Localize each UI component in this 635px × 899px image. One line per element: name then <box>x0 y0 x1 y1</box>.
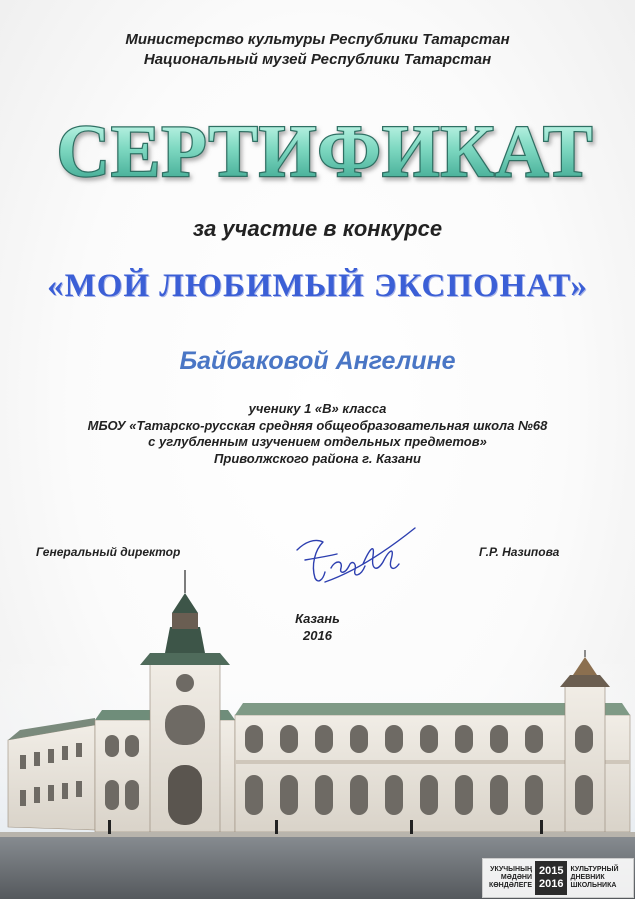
ministry-heading: Министерство культуры Республики Татарстан <box>125 31 510 48</box>
recipient-name: Байбаковой Ангелине <box>179 347 456 375</box>
badge-russian-text <box>567 866 621 890</box>
recipient-grade: ученику 1 «В» класса <box>248 401 387 416</box>
badge-right-line-2: ДНЕВНИК <box>570 874 605 881</box>
badge-left-line-1: УКУЧЫНЫҢ <box>490 866 532 873</box>
year-label: 2016 <box>303 628 332 643</box>
school-line-2: с углубленным изучением отдельных предметов» <box>148 434 487 449</box>
badge-left-line-3: КӨНДӘЛЕГЕ <box>488 882 532 889</box>
badge-left-line-2: МӘДӘНИ <box>500 874 532 881</box>
badge-years <box>535 861 567 895</box>
museum-heading: Национальный музей Республики Татарстан <box>143 51 492 68</box>
participation-subtitle: за участие в конкурсе <box>192 216 443 241</box>
city-label: Казань <box>295 611 340 626</box>
badge-tatar-text <box>483 866 535 890</box>
school-line-1: МБОУ «Татарско-русская средняя общеобразовательная школа №68 <box>87 418 548 433</box>
school-district: Приволжского района г. Казани <box>214 451 421 466</box>
certificate-title <box>56 98 594 198</box>
certificate-title-art <box>56 98 594 198</box>
contest-name: «МОЙ ЛЮБИМЫЙ ЭКСПОНАТ» <box>47 268 588 304</box>
badge-right-line-1: КУЛЬТУРНЫЙ <box>570 866 619 873</box>
badge-year-1: 2015 <box>539 865 564 877</box>
certificate-title-text: СЕРТИФИКАТ <box>56 111 594 193</box>
director-name: Г.Р. Назипова <box>479 545 560 559</box>
museum-building-illustration <box>0 565 635 899</box>
badge-right-line-3: ШКОЛЬНИКА <box>570 882 617 889</box>
director-title: Генеральный директор <box>36 545 181 559</box>
cultural-diary-badge <box>482 858 634 898</box>
badge-year-2: 2016 <box>539 878 564 890</box>
